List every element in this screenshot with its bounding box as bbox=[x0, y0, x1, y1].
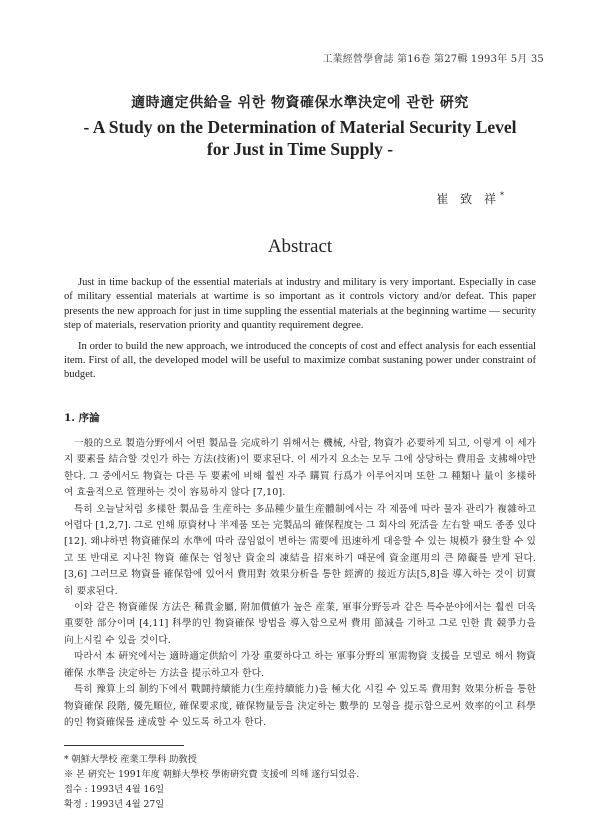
author-name: 崔 致 祥 bbox=[436, 192, 500, 206]
section-body bbox=[64, 436, 536, 731]
korean-title: 適時適定供給을 위한 物資確保水準決定에 관한 硏究 bbox=[131, 95, 469, 111]
footnote-received: 접수 : 1993년 4월 16일 bbox=[64, 784, 165, 795]
abstract-paragraph: In order to build the new approach, we introduced the concepts of cost and effect analysis for each essential item. First of all, the developed model will be useful to maximize combat sustaning power under constraint of budget. bbox=[64, 340, 536, 381]
abstract-paragraph: Just in time backup of the essential materials at industry and military is very important. Especially in case of military essential materials at wartime is so important as it controls victory and/or defeat. This paper presents the new approach for just in time suppling the essential materials at the beginning wartime — security step of materials, reservation priority and quantity requirement degree. bbox=[64, 277, 536, 332]
author bbox=[436, 190, 504, 207]
author-footnote-mark: * bbox=[500, 191, 504, 200]
footnote-divider bbox=[64, 745, 184, 746]
footnotes bbox=[64, 752, 536, 812]
footnote-affiliation: * 朝鮮大學校 産業工學科 助敎授 bbox=[64, 754, 197, 765]
english-title-line-2: for Just in Time Supply - bbox=[206, 139, 394, 159]
abstract-heading: Abstract bbox=[267, 236, 333, 257]
footnote-accepted: 확정 : 1993년 4월 27일 bbox=[64, 799, 165, 810]
body-paragraph: 이와 같은 物資確保 方法은 稀貴金屬, 附加價値가 높은 産業, 軍事分野등과 같은 특수분야에서는 훨씬 더욱 重要한 部分이며 [4,11] 科學的인 物資確保 방법을 導入함으로써 費用 節減을 기하고 그로 인한 貴 競爭力을 向上시킬 수 있을 것이다. bbox=[64, 602, 536, 646]
footnote-funding: ※ 본 硏究는 1991年度 朝鮮大學校 學術硏究費 支援에 의해 遂行되었음. bbox=[64, 769, 360, 780]
section-heading: 1. 序論 bbox=[64, 412, 100, 424]
body-paragraph: 따라서 本 硏究에서는 適時適定供給이 가장 重要하다고 하는 軍事分野의 軍需物資 支援을 모델로 해서 物資確保 水準을 決定하는 方法을 提示하고자 한다. bbox=[64, 651, 536, 679]
body-paragraph: 一般的으로 製造分野에서 어떤 製品을 完成하기 위해서는 機械, 사람, 物資가 必要하게 되고, 이렇게 이 세가지 要素를 結合할 것인가 하는 方法(技術)이 要求된다. 이 세가지 요소는 모두 그에 상당하는 費用을 支拂해야만 한다. 그 중에서도 物資는 다른 두 要素에 비해 훨씬 자주 購買 行爲가 이루어지며 또한 그 種類나 量이 多樣하여 효율적으로 管理하는 것이 容易하지 않다 [7,10]. bbox=[64, 438, 536, 499]
body-paragraph: 특히 오늘날처럼 多樣한 製品을 生産하는 多品種少量生産體制에서는 각 제품에 따라 물자 관리가 複雜하고 어렵다 [1,2,7]. 그로 인해 原資材나 半제품 또는 完製品의 確保程度는 그 회사의 死活을 左右할 때도 종종 있다 [12]. 왜냐하면 物資確保의 水準에 따라 끊임없이 변하는 需要에 迅速하게 대응할 수 있는 規模가 發生할 수 있고 또 반대로 지나친 物資 確保는 엄청난 資金의 凍結을 招來하기 때문에 資金運用의 큰 障礙를 받게 된다.[3,6] 그러므로 物資를 確保함에 있어서 費用對 效果分析을 통한 經濟的 接近方法[5,8]을 導入하는 것이 切實히 要求된다. bbox=[64, 503, 536, 597]
english-title-line-1: - A Study on the Determination of Material Security Level bbox=[83, 117, 517, 137]
abstract-body bbox=[64, 276, 536, 389]
running-header: 工業經營學會誌 第16卷 第27輯 1993年 5月 35 bbox=[322, 54, 544, 65]
body-paragraph: 특히 豫算上의 制約下에서 戰鬪持續能力(生産持續能力)을 極大化 시킬 수 있도록 費用對 效果分析을 통한 物資確保 段階, 優先順位, 確保要求度, 確保物量등을 決定하는 數學的 모형을 提示함으로써 效率的이고 科學的인 物資確保를 達成할 수 있도록 하고자 한다. bbox=[64, 684, 536, 728]
title-block bbox=[40, 92, 560, 160]
